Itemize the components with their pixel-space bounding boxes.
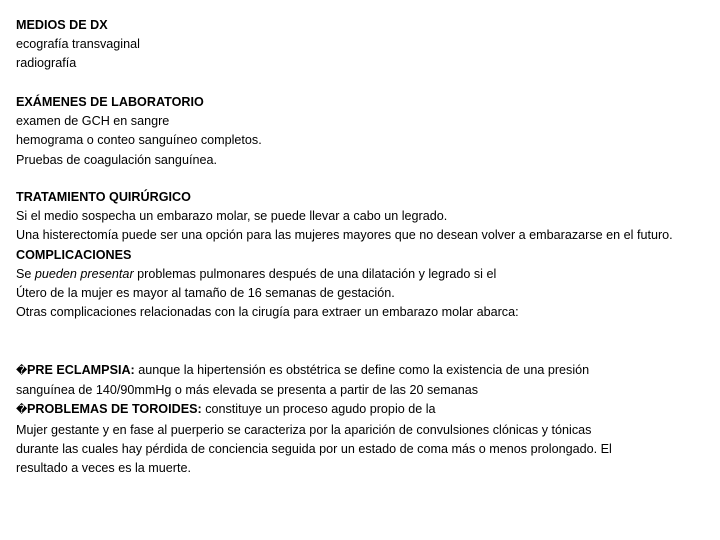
medios-heading: MEDIOS DE DX xyxy=(16,18,108,32)
complicaciones-intro xyxy=(16,265,716,284)
complicaciones-intro-text: Se xyxy=(16,266,35,281)
bullet-text: constituye un proceso agudo propio de la xyxy=(201,402,436,417)
complicaciones-text: Útero de la mujer es mayor al tamaño de 16 semanas de gestación. xyxy=(16,286,395,301)
medios-item: ecografía transvaginal xyxy=(16,37,140,52)
complicaciones-intro-emphasis: pueden presentar xyxy=(34,266,134,281)
bullets-section xyxy=(16,361,716,478)
bullet-text: Mujer gestante y en fase al puerperio se caracteriza por la aparición de convulsiones clónicas y tónicas xyxy=(16,422,592,437)
bullet-toroides xyxy=(16,400,716,420)
complicaciones-intro-text: problemas pulmonares después de una dilatación y legrado si el xyxy=(133,266,497,281)
tratamiento-text: Una histerectomía puede ser una opción para las mujeres mayores que no desean volver a embarazarse en el futuro. xyxy=(16,228,673,243)
tratamiento-section xyxy=(16,188,716,322)
tratamiento-text: Si el medio sospecha un embarazo molar, se puede llevar a cabo un legrado. xyxy=(16,209,448,224)
tratamiento-heading: TRATAMIENTO QUIRÚRGICO xyxy=(16,190,191,204)
bullet-glyph-icon: � xyxy=(16,365,28,377)
bullet-text: durante las cuales hay pérdida de conciencia seguida por un estado de coma más o menos prolongado. El xyxy=(16,441,612,456)
bullet-label: PROBLEMAS DE TOROIDES: xyxy=(27,402,202,417)
bullet-text: aunque la hipertensión es obstétrica se define como la existencia de una presión xyxy=(134,363,590,377)
laboratorio-item: Pruebas de coagulación sanguínea. xyxy=(16,152,217,167)
complicaciones-text: Otras complicaciones relacionadas con la cirugía para extraer un embarazo molar abarca: xyxy=(16,305,519,320)
bullet-text: resultado a veces es la muerte. xyxy=(16,461,192,476)
laboratorio-item: examen de GCH en sangre xyxy=(16,114,170,129)
laboratorio-item: hemograma o conteo sanguíneo completos. xyxy=(16,133,262,148)
bullet-label: PRE ECLAMPSIA: xyxy=(27,363,135,377)
medios-section xyxy=(16,16,716,74)
laboratorio-section xyxy=(16,93,716,170)
bullet-pre-eclampsia xyxy=(16,361,716,381)
bullet-text: sanguínea de 140/90mmHg o más elevada se presenta a partir de las 20 semanas xyxy=(16,383,479,398)
laboratorio-heading: EXÁMENES DE LABORATORIO xyxy=(16,95,204,109)
bullet-glyph-icon: � xyxy=(16,404,28,417)
medios-item: radiografía xyxy=(16,56,77,71)
complicaciones-heading: COMPLICACIONES xyxy=(16,247,132,262)
